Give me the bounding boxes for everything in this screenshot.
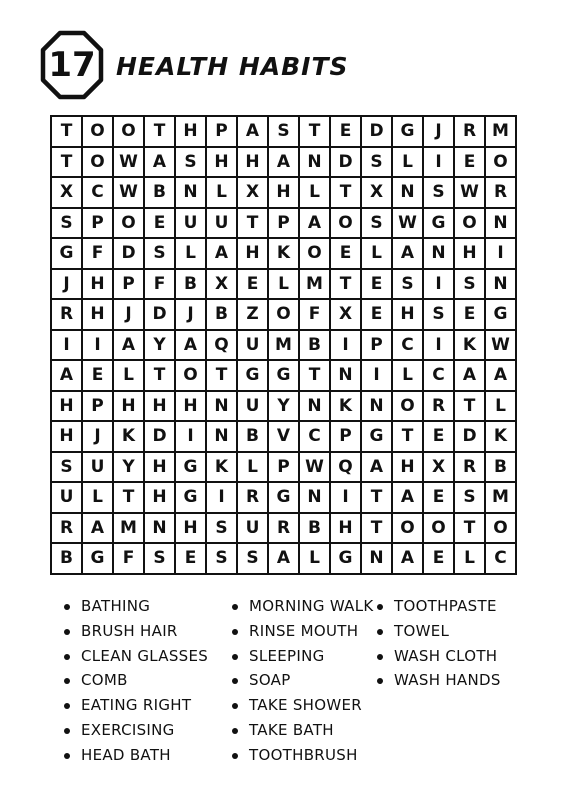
bullet-icon [64, 703, 70, 709]
grid-cell[interactable]: H [145, 453, 176, 484]
grid-cell[interactable]: I [424, 148, 455, 179]
grid-cell[interactable]: Z [238, 300, 269, 331]
grid-cell[interactable]: Q [331, 453, 362, 484]
grid-cell[interactable]: H [455, 239, 486, 270]
grid-cell[interactable]: T [145, 117, 176, 148]
grid-cell[interactable]: B [238, 422, 269, 453]
grid-cell[interactable]: T [455, 514, 486, 545]
word-label: TAKE SHOWER [249, 696, 362, 715]
word-search-grid [50, 115, 517, 575]
grid-cell[interactable]: M [486, 483, 517, 514]
grid-cell[interactable]: P [114, 270, 145, 301]
grid-cell[interactable]: N [486, 209, 517, 240]
grid-cell[interactable]: A [207, 239, 238, 270]
word-list-item [375, 594, 501, 619]
grid-cell[interactable]: Y [145, 331, 176, 362]
grid-cell[interactable]: K [207, 453, 238, 484]
grid-cell[interactable]: T [52, 117, 83, 148]
grid-cell[interactable]: U [238, 514, 269, 545]
grid-cell[interactable]: B [300, 331, 331, 362]
grid-cell[interactable]: G [52, 239, 83, 270]
grid-cell[interactable]: M [300, 270, 331, 301]
grid-cell[interactable]: I [486, 239, 517, 270]
grid-cell[interactable]: E [176, 544, 207, 575]
word-label: RINSE MOUTH [249, 621, 359, 640]
bullet-icon [64, 728, 70, 734]
grid-cell[interactable]: S [145, 239, 176, 270]
grid-cell[interactable]: G [486, 300, 517, 331]
grid-cell[interactable]: B [486, 453, 517, 484]
bullet-icon [232, 604, 238, 610]
grid-cell[interactable]: S [145, 544, 176, 575]
grid-cell[interactable]: H [269, 178, 300, 209]
grid-cell[interactable]: S [393, 270, 424, 301]
grid-cell[interactable]: N [300, 392, 331, 423]
grid-cell[interactable]: S [176, 148, 207, 179]
bullet-icon [64, 604, 70, 610]
grid-cell[interactable]: W [300, 453, 331, 484]
grid-cell[interactable]: F [114, 544, 145, 575]
grid-cell[interactable]: B [207, 300, 238, 331]
grid-cell[interactable]: N [331, 361, 362, 392]
word-label: TOOTHPASTE [394, 597, 497, 615]
grid-cell[interactable]: L [393, 148, 424, 179]
grid-cell[interactable]: I [424, 270, 455, 301]
grid-cell[interactable]: X [52, 178, 83, 209]
grid-cell[interactable]: P [269, 209, 300, 240]
bullet-icon [64, 654, 70, 660]
grid-cell[interactable]: T [331, 178, 362, 209]
grid-cell[interactable]: I [207, 483, 238, 514]
grid-cell[interactable]: H [176, 117, 207, 148]
grid-cell[interactable]: S [207, 544, 238, 575]
grid-cell[interactable]: O [331, 209, 362, 240]
word-list-item [62, 718, 208, 743]
bullet-icon [232, 629, 238, 635]
grid-cell[interactable]: J [176, 300, 207, 331]
grid-cell[interactable]: P [83, 392, 114, 423]
word-label: TOOTHBRUSH [249, 745, 358, 764]
grid-cell[interactable]: H [238, 148, 269, 179]
grid-cell[interactable]: S [52, 209, 83, 240]
grid-cell[interactable]: A [176, 331, 207, 362]
grid-cell[interactable]: L [114, 361, 145, 392]
grid-cell[interactable]: D [455, 422, 486, 453]
grid-cell[interactable]: N [362, 392, 393, 423]
grid-cell[interactable]: C [83, 178, 114, 209]
grid-cell[interactable]: E [424, 483, 455, 514]
grid-cell[interactable]: O [393, 514, 424, 545]
grid-cell[interactable]: L [486, 392, 517, 423]
grid-cell[interactable]: K [114, 422, 145, 453]
bullet-icon [232, 678, 238, 684]
word-label: BATHING [81, 597, 151, 615]
grid-cell[interactable]: G [83, 544, 114, 575]
grid-cell[interactable]: L [207, 178, 238, 209]
grid-cell[interactable]: E [362, 300, 393, 331]
word-list-item [62, 594, 208, 619]
grid-cell[interactable]: O [176, 361, 207, 392]
grid-cell[interactable]: F [300, 300, 331, 331]
grid-cell[interactable]: T [300, 117, 331, 148]
grid-cell[interactable]: H [52, 422, 83, 453]
grid-cell[interactable]: I [176, 422, 207, 453]
grid-cell[interactable]: C [393, 331, 424, 362]
grid-cell[interactable]: O [455, 209, 486, 240]
grid-cell[interactable]: A [238, 117, 269, 148]
grid-cell[interactable]: O [300, 239, 331, 270]
grid-cell[interactable]: I [424, 331, 455, 362]
puzzle-number-badge [40, 30, 104, 100]
grid-cell[interactable]: L [176, 239, 207, 270]
puzzle-number: 17 [48, 45, 96, 85]
grid-cell[interactable]: O [486, 514, 517, 545]
grid-cell[interactable]: N [424, 239, 455, 270]
word-label: BRUSH HAIR [81, 621, 178, 640]
grid-cell[interactable]: M [486, 117, 517, 148]
grid-cell[interactable]: E [455, 300, 486, 331]
bullet-icon [377, 629, 383, 635]
puzzle-title: HEALTH HABITS [116, 52, 349, 81]
grid-cell[interactable]: H [83, 300, 114, 331]
bullet-icon [232, 703, 238, 709]
grid-cell[interactable]: H [52, 392, 83, 423]
grid-cell[interactable]: O [424, 514, 455, 545]
grid-cell[interactable]: A [83, 514, 114, 545]
grid-cell[interactable]: Q [207, 331, 238, 362]
grid-cell[interactable]: L [300, 178, 331, 209]
grid-cell[interactable]: A [455, 361, 486, 392]
grid-cell[interactable]: X [331, 300, 362, 331]
grid-cell[interactable]: R [52, 300, 83, 331]
bullet-icon [64, 753, 70, 759]
grid-cell[interactable]: L [362, 239, 393, 270]
grid-cell[interactable]: H [145, 483, 176, 514]
grid-cell[interactable]: G [269, 483, 300, 514]
word-list-item [230, 718, 374, 743]
grid-cell[interactable]: S [455, 483, 486, 514]
grid-cell[interactable]: G [331, 544, 362, 575]
grid-cell[interactable]: B [300, 514, 331, 545]
grid-cell[interactable]: P [207, 117, 238, 148]
word-label: MORNING WALK [249, 597, 374, 615]
grid-cell[interactable]: K [455, 331, 486, 362]
grid-cell[interactable]: T [114, 483, 145, 514]
word-label: WASH CLOTH [394, 646, 498, 665]
word-list-column-3 [375, 594, 501, 693]
grid-cell[interactable]: T [362, 514, 393, 545]
grid-cell[interactable]: C [486, 544, 517, 575]
grid-cell[interactable]: X [424, 453, 455, 484]
grid-cell[interactable]: J [52, 270, 83, 301]
grid-cell[interactable]: R [52, 514, 83, 545]
grid-cell[interactable]: C [300, 422, 331, 453]
word-label: WASH HANDS [394, 671, 501, 690]
grid-cell[interactable]: H [393, 453, 424, 484]
grid-cell[interactable]: R [455, 117, 486, 148]
grid-cell[interactable]: S [455, 270, 486, 301]
word-label: SOAP [249, 671, 291, 690]
word-list-item [62, 693, 208, 718]
word-list-item [230, 644, 374, 669]
word-list-item [230, 743, 374, 768]
grid-cell[interactable]: E [238, 270, 269, 301]
bullet-icon [377, 654, 383, 660]
word-list-item [62, 619, 208, 644]
bullet-icon [377, 678, 383, 684]
grid-cell[interactable]: H [207, 148, 238, 179]
grid-cell[interactable]: L [269, 270, 300, 301]
grid-cell[interactable]: W [455, 178, 486, 209]
grid-cell[interactable]: N [145, 514, 176, 545]
grid-cell[interactable]: N [176, 178, 207, 209]
grid-cell[interactable]: Y [269, 392, 300, 423]
grid-cell[interactable]: O [114, 117, 145, 148]
bullet-icon [232, 654, 238, 660]
grid-cell[interactable]: N [207, 392, 238, 423]
grid-cell[interactable]: H [393, 300, 424, 331]
grid-cell[interactable]: I [83, 331, 114, 362]
grid-cell[interactable]: G [362, 422, 393, 453]
grid-cell[interactable]: N [300, 148, 331, 179]
grid-cell[interactable]: B [176, 270, 207, 301]
grid-cell[interactable]: T [145, 361, 176, 392]
word-label: SLEEPING [249, 646, 325, 665]
grid-cell[interactable]: R [424, 392, 455, 423]
grid-cell[interactable]: W [114, 148, 145, 179]
grid-cell[interactable]: D [114, 239, 145, 270]
grid-cell[interactable]: F [83, 239, 114, 270]
grid-cell[interactable]: T [393, 422, 424, 453]
grid-cell[interactable]: I [331, 483, 362, 514]
grid-cell[interactable]: G [176, 453, 207, 484]
grid-cell[interactable]: O [269, 300, 300, 331]
grid-cell[interactable]: F [145, 270, 176, 301]
word-label: CLEAN GLASSES [81, 646, 209, 665]
grid-cell[interactable]: W [486, 331, 517, 362]
grid-cell[interactable]: E [331, 117, 362, 148]
word-list-item [230, 668, 374, 693]
grid-cell[interactable]: A [393, 483, 424, 514]
grid-cell[interactable]: K [269, 239, 300, 270]
grid-cell[interactable]: J [83, 422, 114, 453]
grid-cell[interactable]: T [238, 209, 269, 240]
grid-cell[interactable]: G [176, 483, 207, 514]
grid-cell[interactable]: T [300, 361, 331, 392]
grid-cell[interactable]: S [424, 300, 455, 331]
grid-cell[interactable]: H [331, 514, 362, 545]
grid-cell[interactable]: T [207, 361, 238, 392]
grid-cell[interactable]: T [455, 392, 486, 423]
grid-cell[interactable]: N [207, 422, 238, 453]
bullet-icon [377, 604, 383, 610]
grid-cell[interactable]: L [300, 544, 331, 575]
grid-cell[interactable]: H [114, 392, 145, 423]
grid-cell[interactable]: A [362, 453, 393, 484]
grid-cell[interactable]: U [83, 453, 114, 484]
grid-cell[interactable]: L [455, 544, 486, 575]
bullet-icon [64, 629, 70, 635]
grid-cell[interactable]: A [114, 331, 145, 362]
grid-cell[interactable]: H [83, 270, 114, 301]
grid-cell[interactable]: L [238, 453, 269, 484]
grid-cell[interactable]: N [393, 178, 424, 209]
bullet-icon [64, 678, 70, 684]
grid-cell[interactable]: P [331, 422, 362, 453]
grid-cell[interactable]: T [331, 270, 362, 301]
grid-cell[interactable]: O [486, 148, 517, 179]
grid-cell[interactable]: A [393, 544, 424, 575]
grid-cell[interactable]: S [362, 148, 393, 179]
grid-cell[interactable]: N [486, 270, 517, 301]
grid-cell[interactable]: S [269, 117, 300, 148]
grid-cell[interactable]: U [176, 209, 207, 240]
grid-cell[interactable]: D [145, 422, 176, 453]
grid-cell[interactable]: A [486, 361, 517, 392]
word-label: COMB [81, 671, 128, 690]
grid-cell[interactable]: H [145, 392, 176, 423]
grid-cell[interactable]: G [393, 117, 424, 148]
grid-cell[interactable]: S [238, 544, 269, 575]
grid-cell[interactable]: D [331, 148, 362, 179]
grid-cell[interactable]: D [362, 117, 393, 148]
grid-cell[interactable]: O [393, 392, 424, 423]
word-list-item [230, 594, 374, 619]
grid-cell[interactable]: B [145, 178, 176, 209]
word-label: EXERCISING [81, 720, 175, 739]
grid-cell[interactable]: E [424, 544, 455, 575]
grid-cell[interactable]: A [52, 361, 83, 392]
grid-cell[interactable]: L [393, 361, 424, 392]
grid-cell[interactable]: M [269, 331, 300, 362]
word-list-item [375, 668, 501, 693]
grid-cell[interactable]: W [393, 209, 424, 240]
word-list-item [62, 644, 208, 669]
grid-cell[interactable]: G [424, 209, 455, 240]
grid-cell[interactable]: Y [114, 453, 145, 484]
word-label: HEAD BATH [81, 745, 171, 764]
grid-cell[interactable]: A [300, 209, 331, 240]
grid-cell[interactable]: R [238, 483, 269, 514]
grid-cell[interactable]: S [362, 209, 393, 240]
word-list-item [62, 668, 208, 693]
word-label: TOWEL [394, 621, 450, 640]
grid-cell[interactable]: U [207, 209, 238, 240]
grid-cell[interactable]: P [362, 331, 393, 362]
word-label: TAKE BATH [249, 720, 334, 739]
grid-cell[interactable]: G [269, 361, 300, 392]
grid-cell[interactable]: D [145, 300, 176, 331]
grid-cell[interactable]: X [207, 270, 238, 301]
bullet-icon [232, 728, 238, 734]
grid-cell[interactable]: P [83, 209, 114, 240]
grid-cell[interactable]: B [52, 544, 83, 575]
grid-cell[interactable]: H [176, 514, 207, 545]
grid-cell[interactable]: U [238, 331, 269, 362]
grid-cell[interactable]: A [393, 239, 424, 270]
grid-cell[interactable]: R [455, 453, 486, 484]
grid-cell[interactable]: E [331, 239, 362, 270]
grid-cell[interactable]: H [176, 392, 207, 423]
grid-cell[interactable]: I [52, 331, 83, 362]
grid-cell[interactable]: J [114, 300, 145, 331]
grid-cell[interactable]: N [362, 544, 393, 575]
grid-cell[interactable]: E [83, 361, 114, 392]
grid-cell[interactable]: I [362, 361, 393, 392]
grid-cell[interactable]: A [145, 148, 176, 179]
grid-cell[interactable]: V [269, 422, 300, 453]
grid-cell[interactable]: U [238, 392, 269, 423]
grid-cell[interactable]: T [362, 483, 393, 514]
grid-cell[interactable]: I [331, 331, 362, 362]
grid-cell[interactable]: J [424, 117, 455, 148]
grid-cell[interactable]: K [331, 392, 362, 423]
grid-cell[interactable]: T [52, 148, 83, 179]
grid-cell[interactable]: E [145, 209, 176, 240]
grid-cell[interactable]: E [424, 422, 455, 453]
grid-cell[interactable]: W [114, 178, 145, 209]
grid-cell[interactable]: O [83, 148, 114, 179]
grid-cell[interactable]: X [238, 178, 269, 209]
grid-cell[interactable]: R [486, 178, 517, 209]
bullet-icon [232, 753, 238, 759]
grid-cell[interactable]: A [269, 148, 300, 179]
word-list-item [230, 619, 374, 644]
grid-cell[interactable]: U [52, 483, 83, 514]
grid-cell[interactable]: G [238, 361, 269, 392]
grid-cell[interactable]: N [300, 483, 331, 514]
grid-cell[interactable]: C [424, 361, 455, 392]
grid-cell[interactable]: X [362, 178, 393, 209]
grid-cell[interactable]: S [424, 178, 455, 209]
grid-cell[interactable]: O [83, 117, 114, 148]
word-list-item [375, 644, 501, 669]
grid-cell[interactable]: K [486, 422, 517, 453]
grid-cell[interactable]: E [455, 148, 486, 179]
grid-cell[interactable]: R [269, 514, 300, 545]
word-list-item [62, 743, 208, 768]
word-list-column-1 [62, 594, 208, 768]
word-list-column-2 [230, 594, 374, 768]
grid-cell[interactable]: O [114, 209, 145, 240]
grid-cell[interactable]: A [269, 544, 300, 575]
grid-cell[interactable]: S [52, 453, 83, 484]
grid-cell[interactable]: P [269, 453, 300, 484]
word-list-item [230, 693, 374, 718]
grid-cell[interactable]: L [83, 483, 114, 514]
word-list-item [375, 619, 501, 644]
grid-cell[interactable]: S [207, 514, 238, 545]
grid-cell[interactable]: E [362, 270, 393, 301]
grid-cell[interactable]: H [238, 239, 269, 270]
word-label: EATING RIGHT [81, 696, 192, 715]
grid-cell[interactable]: M [114, 514, 145, 545]
